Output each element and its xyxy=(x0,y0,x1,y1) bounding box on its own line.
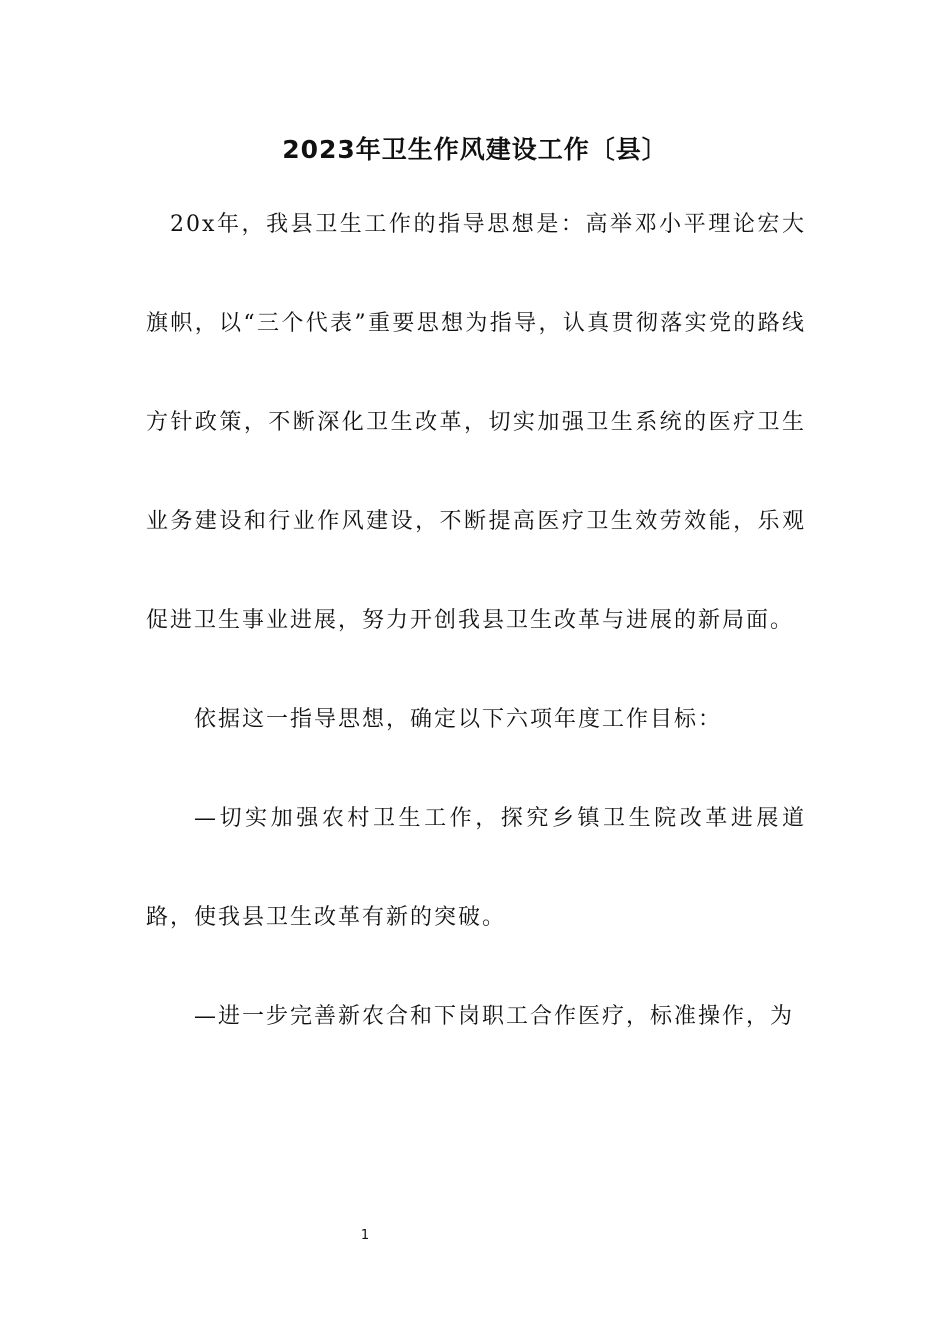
document-body xyxy=(146,175,806,1066)
paragraph-goal-cooperative-medical: —进一步完善新农合和下岗职工合作医疗，标准操作，为 xyxy=(194,1004,795,1029)
document-title: 2023年卫生作风建设工作〔县〕 xyxy=(282,135,668,164)
paragraph-goals-intro: 依据这一指导思想，确定以下六项年度工作目标： xyxy=(194,707,723,732)
page-number: 1 xyxy=(360,1228,370,1243)
paragraph-guiding-thought: 20x年，我县卫生工作的指导思想是：高举邓小平理论宏大旗帜，以“三个代表”重要思想为指导，认真贯彻落实党的路线方针政策，不断深化卫生改革，切实加强卫生系统的医疗卫生业务建设和行业作风建设，不断提高医疗卫生效劳效能，乐观促进卫生事业进展，努力开创我县卫生改革与进展的新局面。 xyxy=(146,212,806,633)
paragraph-goal-rural-health: —切实加强农村卫生工作，探究乡镇卫生院改革进展道路，使我县卫生改革有新的突破。 xyxy=(146,806,806,930)
